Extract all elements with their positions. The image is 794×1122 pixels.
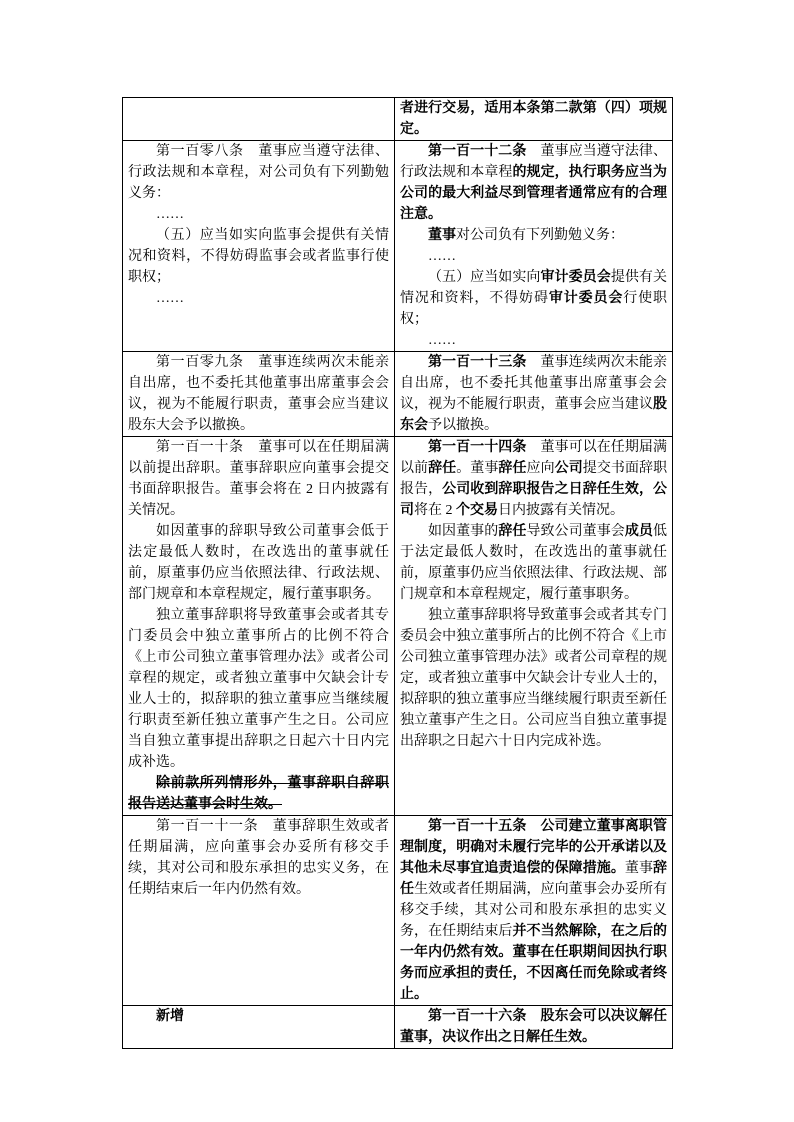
text-run: 对公司负有下列勤勉义务：	[456, 228, 624, 243]
paragraph	[400, 225, 667, 246]
table-row	[123, 352, 673, 437]
text-run: 如因董事的	[428, 524, 499, 539]
bold-text-run: 公司收到辞职报告之日辞任生效，公司	[400, 482, 668, 518]
paragraph	[400, 1006, 667, 1048]
text-run: ……	[428, 249, 456, 264]
paragraph	[400, 141, 667, 225]
old-article-cell	[123, 352, 395, 437]
text-run: ……	[428, 333, 456, 348]
paragraph	[128, 141, 389, 204]
bold-text-run: 第一百一十六条 股东会可以决议解任董事，决议作出之日解任生效。	[400, 1009, 667, 1045]
paragraph	[400, 521, 667, 605]
bold-text-run: 成员	[624, 524, 653, 539]
paragraph	[128, 437, 389, 521]
paragraph	[128, 605, 389, 773]
text-run: 导致公司董事会	[526, 524, 625, 539]
bold-text-run: 审计委员会	[548, 291, 624, 306]
text-run: 如因董事的辞职导致公司董事会低于法定最低人数时，在改选出的董事就任前，原董事仍应当依照法律、行政法规、部门规章和本章程规定，履行董事职务。	[128, 524, 389, 602]
bold-text-run: 辞任	[498, 461, 527, 476]
text-run: ……	[156, 291, 184, 306]
new-article-cell	[395, 352, 673, 437]
paragraph	[128, 1006, 389, 1027]
text-run: ……	[156, 207, 184, 222]
new-article-cell	[395, 98, 673, 141]
text-run: 予以撤换。	[428, 418, 498, 433]
paragraph	[128, 352, 389, 436]
new-article-cell	[395, 816, 673, 1006]
bold-text-run: 者进行交易，适用本条第二款第（四）项规定。	[400, 101, 667, 137]
paragraph	[128, 773, 389, 815]
text-run: 低于法定最低人数时，在改选出的董事就任前，原董事仍应当依照法律、行政法规、部门规章和本章程规定，履行董事职务。	[400, 524, 667, 602]
paragraph	[128, 225, 389, 288]
bold-text-run: 辞任	[498, 524, 527, 539]
bold-text-run: 第一百一十五条 公司建立董事离职管理制度，明确对未履行完毕的公开承诺以及其他未尽事宜追责追偿的保障措施。	[400, 819, 667, 876]
bold-text-run: 的规定，执行职务应当为公司的最大利益尽到管理者通常应有的合理注意。	[400, 165, 668, 222]
table-row	[123, 816, 673, 1006]
bold-text-run: 个交易	[456, 503, 498, 518]
text-run: 董事应当遵守法律、行政法规和本章程	[400, 144, 667, 180]
bold-text-run: 并不当然解除，在之后的一年内仍然有效。董事在任职期间因执行职务而应承担的责任，不因离任而免除或者终止。	[400, 924, 668, 1002]
bold-text-run: 新增	[156, 1009, 184, 1024]
paragraph	[128, 288, 389, 309]
text-run: 第一百一十一条 董事辞职生效或者任期届满，应向董事会办妥所有移交手续，其对公司和股东承担的忠实义务，在任期结束后一年内仍然有效。	[128, 819, 389, 897]
text-run: 第一百零九条 董事连续两次未能亲自出席，也不委托其他董事出席董事会会议，视为不能履行职责，董事会应当建议股东大会予以撤换。	[128, 355, 389, 433]
text-run: 提供有关情况和资料，不得妨碍	[400, 270, 667, 306]
text-run: 行使职权；	[400, 291, 668, 327]
text-run: 董事可以在任期届满以前	[400, 440, 667, 476]
bold-text-run: 第一百一十二条	[428, 144, 527, 159]
paragraph	[400, 267, 667, 330]
bold-text-run: 董事	[428, 228, 456, 243]
bold-text-run: 第一百一十三条	[428, 355, 527, 370]
bold-text-run: 辞任	[428, 461, 457, 476]
text-run: 第一百一十条 董事可以在任期届满以前提出辞职。董事辞职应向董事会提交书面辞职报告。董事会将在 2 日内披露有关情况。	[128, 440, 389, 518]
paragraph	[400, 330, 667, 351]
text-run: 。董事	[456, 461, 499, 476]
text-run: 提交书面辞职报告，	[400, 461, 668, 497]
table-row	[123, 437, 673, 816]
bold-text-run: 第一百一十四条	[428, 440, 527, 455]
text-run: 独立董事辞职将导致董事会或者其专门委员会中独立董事所占的比例不符合《上市公司独立董事管理办法》或者公司章程的规定，或者独立董事中欠缺会计专业人士的，拟辞职的独立董事应当继续履行职责至新任独立董事产生之日。公司应当自独立董事提出辞职之日起六十日内完成补选。	[400, 608, 667, 749]
paragraph	[128, 521, 389, 605]
old-article-cell	[123, 816, 395, 1006]
paragraph	[400, 816, 667, 1005]
bold-text-run: 辞任	[400, 861, 668, 897]
bold-text-run: 审计委员会	[540, 270, 611, 285]
table-row	[123, 98, 673, 141]
text-run: 将在 2	[414, 503, 456, 518]
paragraph	[128, 816, 389, 900]
text-run: 日内披露有关情况。	[498, 503, 624, 518]
bold-text-run: 公司	[554, 461, 583, 476]
old-article-cell	[123, 98, 395, 141]
old-article-cell	[123, 141, 395, 352]
paragraph	[400, 352, 667, 436]
text-run: （五）应当如实向	[428, 270, 541, 285]
new-article-cell	[395, 437, 673, 816]
new-article-cell	[395, 141, 673, 352]
table-row	[123, 141, 673, 352]
text-run: 应向	[526, 461, 555, 476]
text-run: 董事连续两次未能亲自出席，也不委托其他董事出席董事会会议，视为不能履行职责，董事会应当建议	[400, 355, 667, 412]
bold-text-run: 股东会	[400, 397, 667, 433]
new-article-cell	[395, 1006, 673, 1049]
text-run: （五）应当如实向监事会提供有关情况和资料，不得妨碍监事会或者监事行使职权；	[128, 228, 389, 285]
paragraph	[400, 98, 667, 140]
text-run: 独立董事辞职将导致董事会或者其专门委员会中独立董事所占的比例不符合《上市公司独立董事管理办法》或者公司章程的规定，或者独立董事中欠缺会计专业人士的，拟辞职的独立董事应当继续履行职责至新任独立董事产生之日。公司应当自独立董事提出辞职之日起六十日内完成补选。	[128, 608, 389, 770]
paragraph	[400, 437, 667, 521]
text-run: 生效或者任期届满，应向董事会办妥所有移交手续，其对公司和股东承担的忠实义务，在任期结束后	[400, 882, 668, 939]
struck-text-run: 除前款所列情形外，董事辞职自辞职报告送达董事会时生效。	[128, 776, 389, 812]
table-row	[123, 1006, 673, 1049]
table-body	[123, 98, 673, 1049]
old-article-cell	[123, 1006, 395, 1049]
paragraph	[400, 605, 667, 752]
text-run: 董事	[624, 861, 654, 876]
paragraph	[128, 204, 389, 225]
paragraph	[400, 246, 667, 267]
comparison-table	[122, 97, 673, 1049]
old-article-cell	[123, 437, 395, 816]
text-run: 第一百零八条 董事应当遵守法律、行政法规和本章程，对公司负有下列勤勉义务：	[128, 144, 389, 201]
